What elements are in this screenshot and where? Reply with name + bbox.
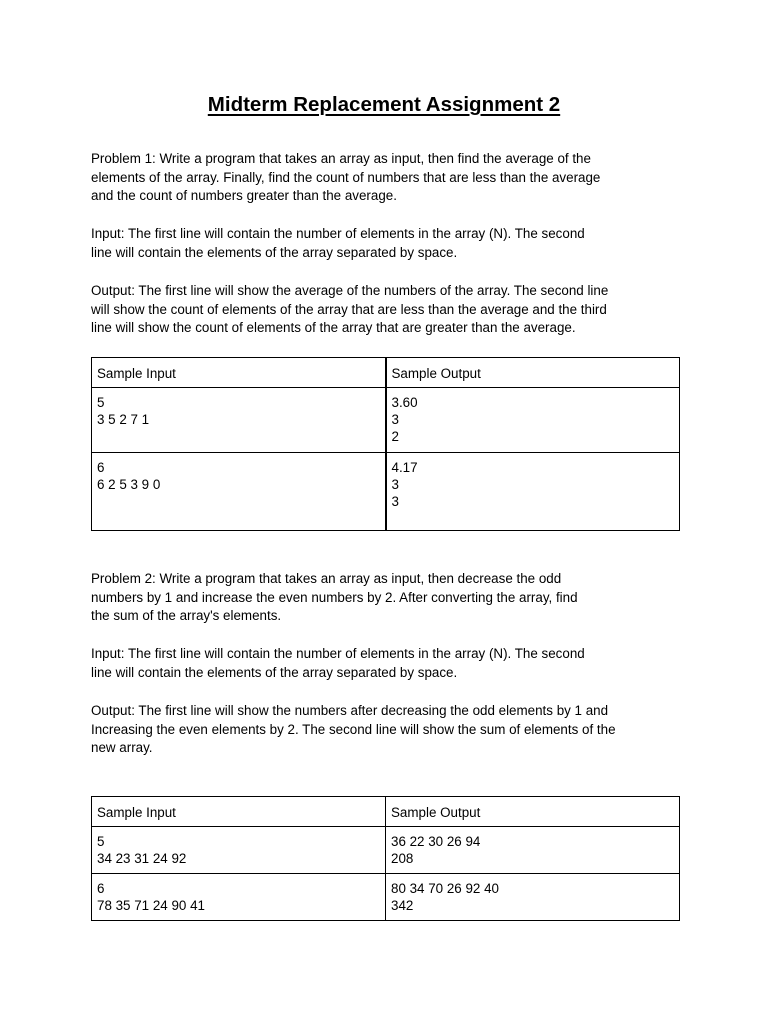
sample-input-cell: 5 3 5 2 7 1 [92,388,386,453]
table-row [92,453,680,531]
sample-input-header: Sample Input [92,358,386,388]
table-row [92,827,680,874]
table-header-row [92,797,680,827]
problem1-statement: Problem 1: Write a program that takes an array as input, then find the average of the elements of the array. Finally, find the count of numbers that are less than the average and the count of numbers greater than the average. [91,151,601,204]
problem2-input-description: Input: The first line will contain the number of elements in the array (N). The second line will contain the elements of the array separated by space. [91,646,585,680]
problem1-input-description: Input: The first line will contain the number of elements in the array (N). The second line will contain the elements of the array separated by space. [91,226,585,260]
table-row [92,874,680,921]
sample-input-header: Sample Input [92,797,386,827]
sample-input-cell: 6 78 35 71 24 90 41 [92,874,386,921]
table-row [92,388,680,453]
page-title: Midterm Replacement Assignment 2 [207,93,561,116]
problem2-sample-table [91,796,680,921]
problem1-output-description: Output: The first line will show the average of the numbers of the array. The second line will show the count of elements of the array that are less than the average and the third line will show the count of elements of the array that are greater than the average. [91,283,609,336]
problem1-sample-table [91,357,680,531]
sample-input-cell: 6 6 2 5 3 9 0 [92,453,386,531]
sample-output-cell: 80 34 70 26 92 40 342 [386,874,680,921]
sample-output-header: Sample Output [386,358,680,388]
sample-output-cell: 3.60 3 2 [386,388,680,453]
problem2-output-description: Output: The first line will show the numbers after decreasing the odd elements by 1 and Increasing the even elements by 2. The second line will show the sum of elements of the new array. [91,703,616,756]
sample-input-cell: 5 34 23 31 24 92 [92,827,386,874]
sample-output-cell: 4.17 3 3 [386,453,680,531]
sample-output-header: Sample Output [386,797,680,827]
sample-output-cell: 36 22 30 26 94 208 [386,827,680,874]
problem2-statement: Problem 2: Write a program that takes an array as input, then decrease the odd numbers by 1 and increase the even numbers by 2. After converting the array, find the sum of the array's elements. [91,571,578,624]
table-header-row [92,358,680,388]
